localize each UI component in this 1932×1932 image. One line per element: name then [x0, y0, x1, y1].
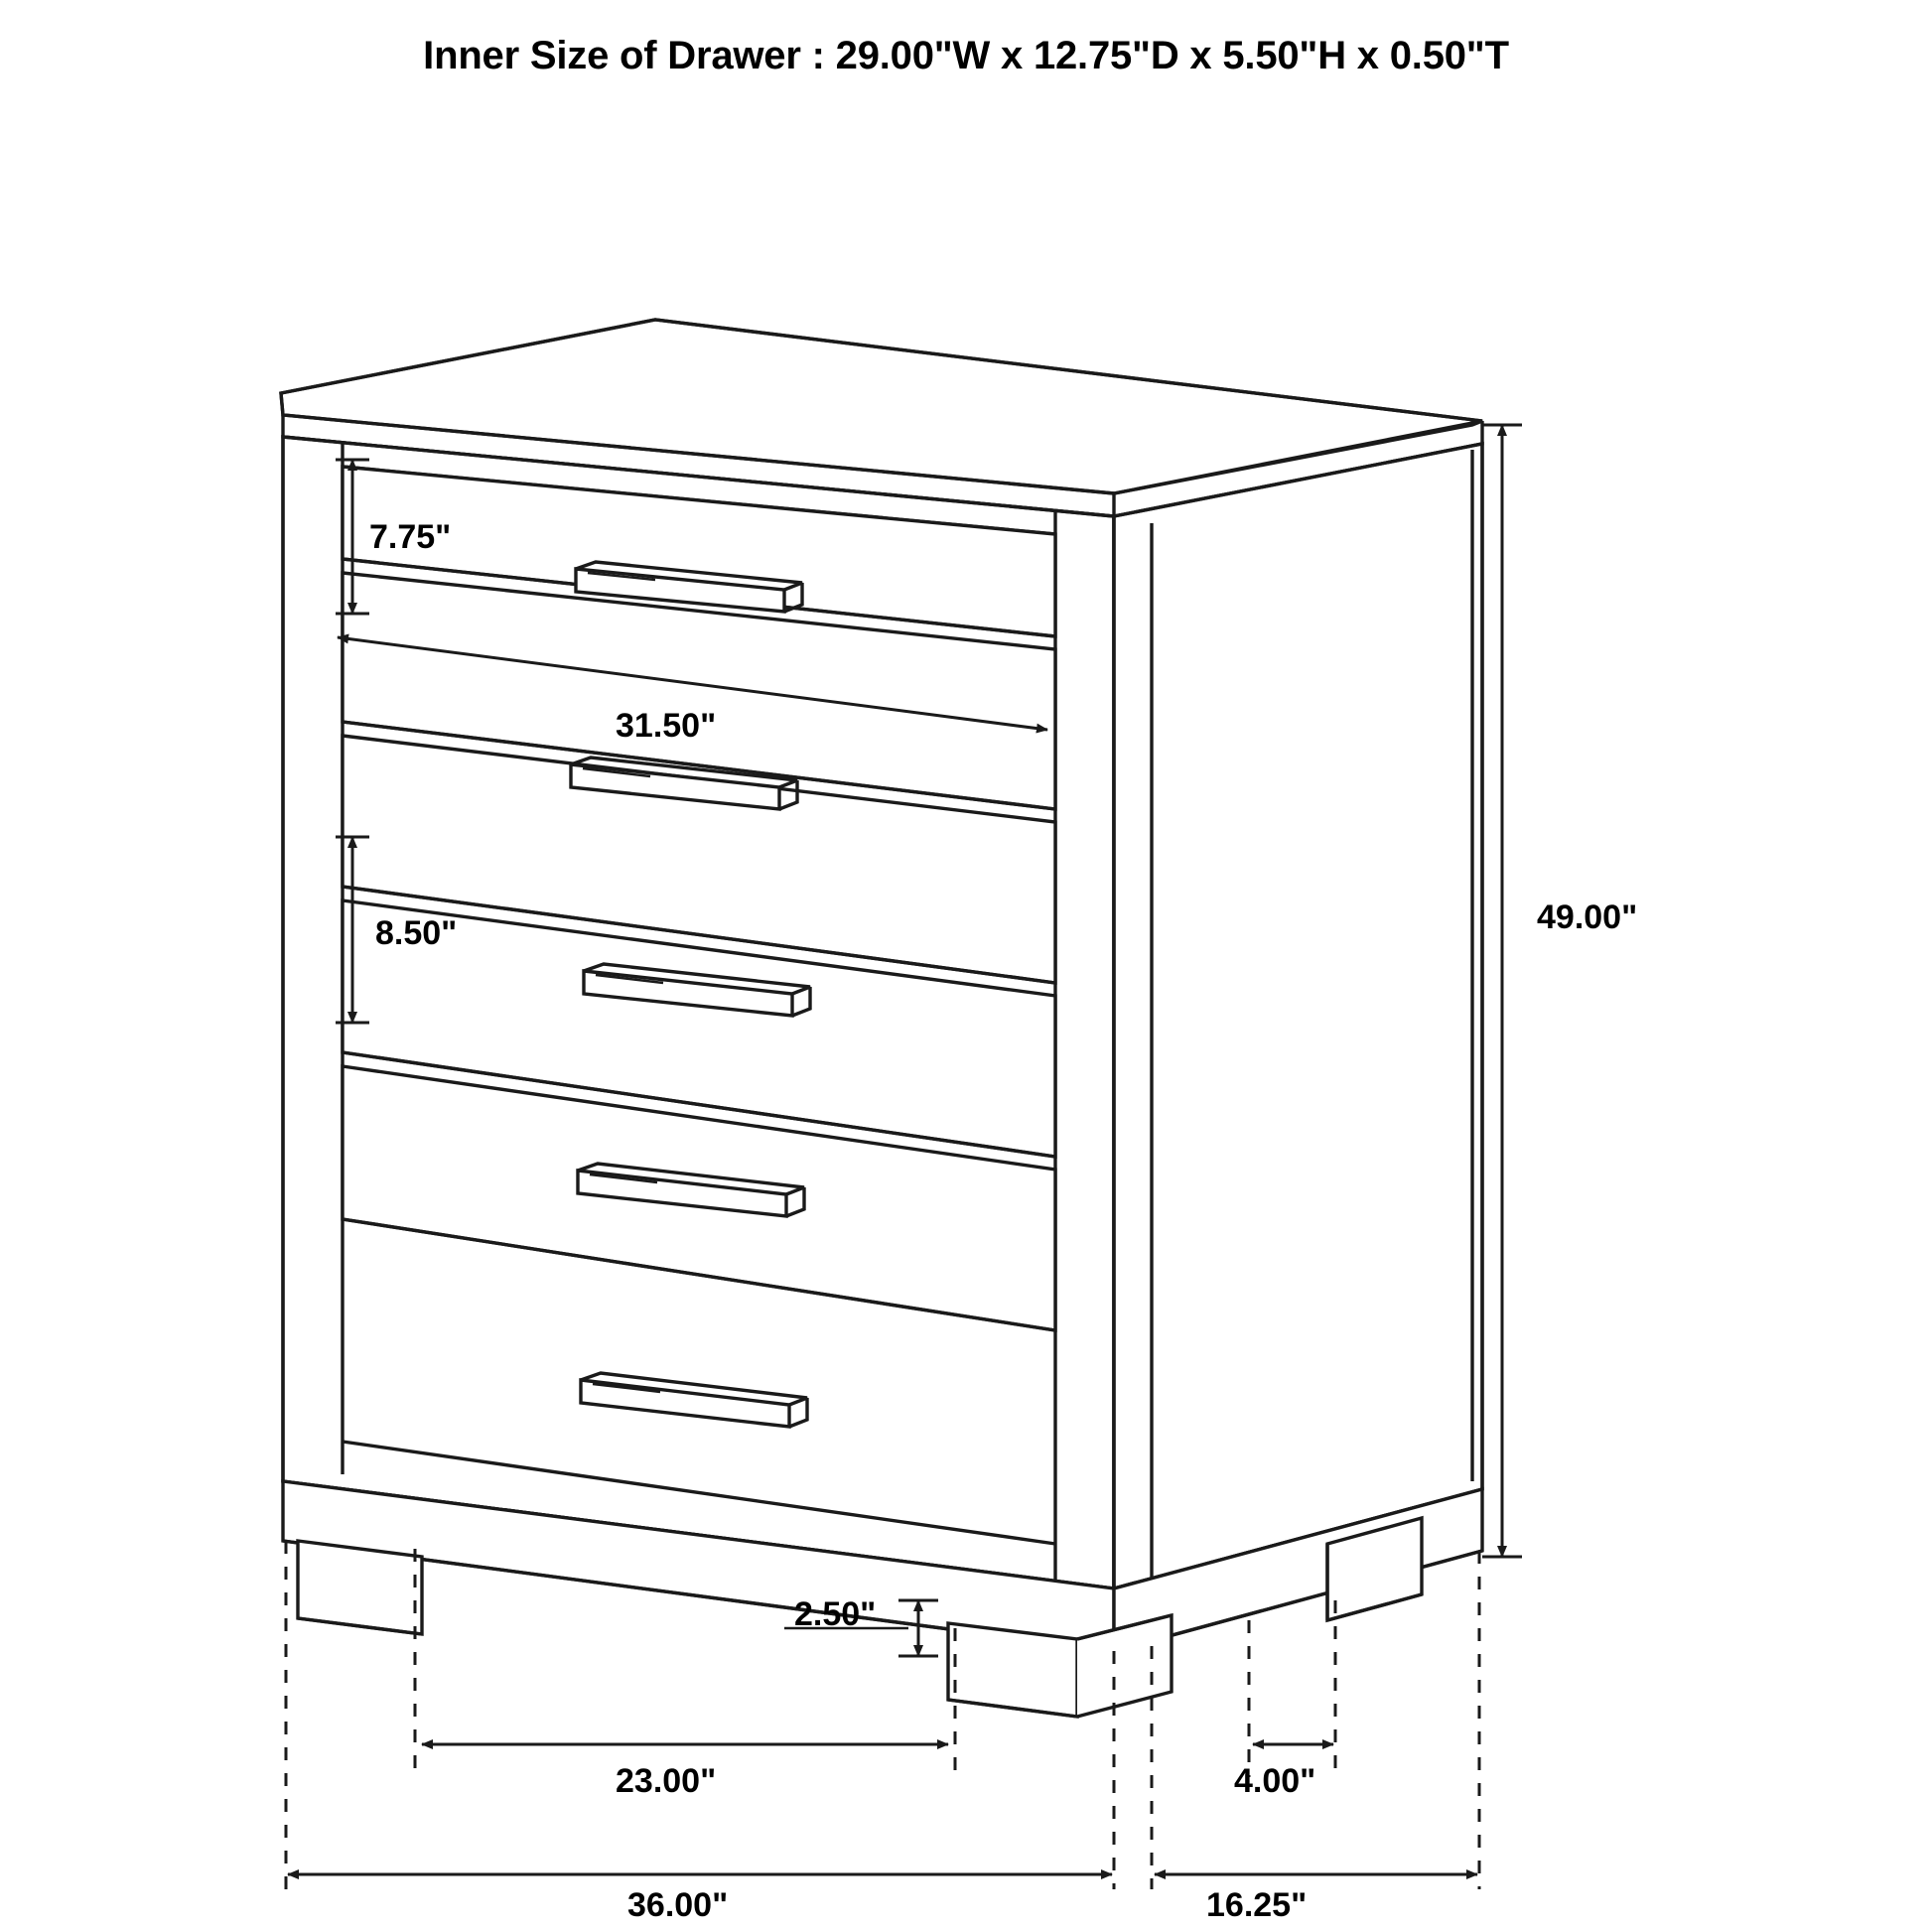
chest-side-panel: [1114, 444, 1482, 1588]
dimension-label-foot-height: 2.50": [794, 1595, 877, 1633]
dimension-label-overall-depth: 16.25": [1206, 1886, 1308, 1924]
dimension-label-overall-height: 49.00": [1537, 898, 1638, 936]
dimension-label-top-drawer-height: 7.75": [369, 518, 452, 556]
dimension-label-foot-depth-offset: 4.00": [1234, 1762, 1316, 1800]
dimension-label-mid-drawer-height: 8.50": [375, 914, 458, 952]
dimension-label-foot-span: 23.00": [616, 1762, 717, 1800]
dimension-label-drawer-width: 31.50": [616, 707, 717, 745]
dimension-label-overall-width: 36.00": [627, 1886, 729, 1924]
foot-front-left: [298, 1541, 422, 1634]
page-title: Inner Size of Drawer : 29.00"W x 12.75"D x 5.50"H x 0.50"T: [423, 34, 1509, 77]
dimension-49-00: [1482, 425, 1522, 1557]
